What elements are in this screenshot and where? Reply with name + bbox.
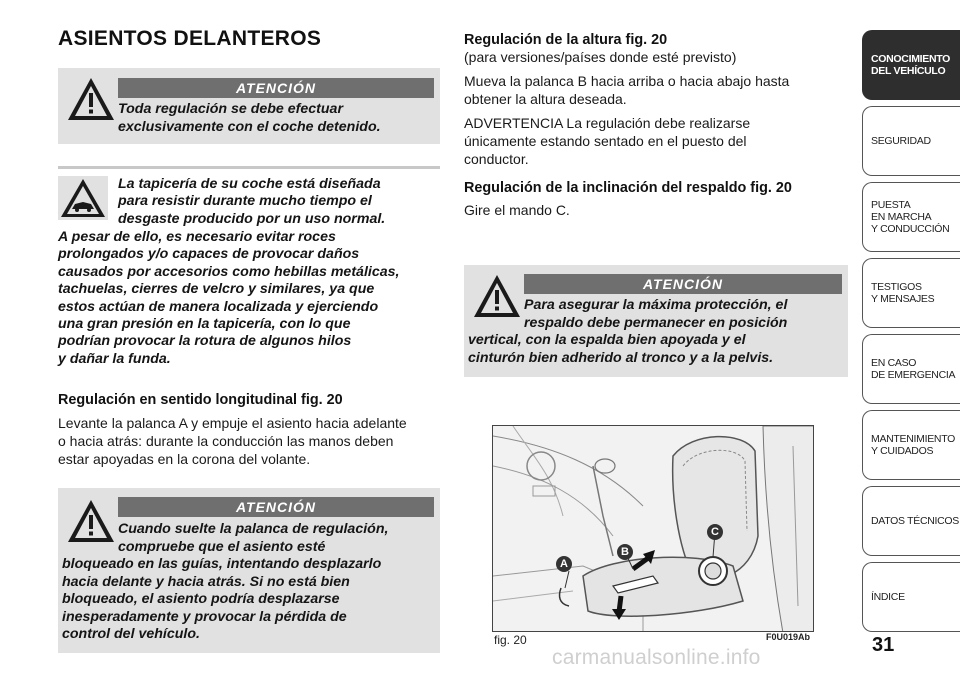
seat-figure xyxy=(492,425,814,632)
warning2-line-1: Cuando suelte la palanca de regulación, xyxy=(118,521,389,537)
warning3-line-4: cinturón bien adherido al tronco y a la pelvis. xyxy=(468,349,774,366)
callout-c: C xyxy=(707,524,723,540)
section-heading-longitudinal: Regulación en sentido longitudinal fig. 20 xyxy=(58,392,343,408)
section-divider xyxy=(58,166,440,169)
seat-illustration xyxy=(493,426,814,632)
note-line-4: A pesar de ello, es necesario evitar roces xyxy=(58,229,336,245)
longitudinal-line-1: Levante la palanca A y empuje el asiento hacia adelante xyxy=(58,415,407,431)
note-line-1: La tapicería de su coche está diseñada xyxy=(118,176,381,192)
page-title: ASIENTOS DELANTEROS xyxy=(58,27,322,50)
page-number: 31 xyxy=(872,634,895,656)
warning-triangle-icon xyxy=(472,273,522,319)
figure-caption: fig. 20 xyxy=(494,633,527,647)
warning2-line-2: compruebe que el asiento esté xyxy=(118,538,326,555)
warning-triangle-icon xyxy=(66,76,116,122)
warning-box-3 xyxy=(464,265,848,377)
tab-seguridad[interactable]: SEGURIDAD xyxy=(862,106,960,176)
warning-label-1: ATENCIÓN xyxy=(118,78,434,98)
warning-box-2 xyxy=(58,488,440,653)
advice-line-1: ADVERTENCIA La regulación debe realizarse xyxy=(464,115,751,131)
note-line-11: y dañar la funda. xyxy=(58,350,171,367)
note-line-10: podrían provocar la rotura de algunos hilos xyxy=(58,333,352,350)
warning2-line-6: inesperadamente y provocar la pérdida de xyxy=(62,608,347,625)
tab-testigos[interactable]: TESTIGOS Y MENSAJES xyxy=(862,258,960,328)
height-line-1: Mueva la palanca B hacia arriba o hacia abajo hasta xyxy=(464,73,790,89)
warning2-line-5: bloqueado, el asiento podría desplazarse xyxy=(62,591,340,607)
tab-datos-tecnicos[interactable]: DATOS TÉCNICOS xyxy=(862,486,960,556)
advice-line-2: únicamente estando sentado en el puesto del xyxy=(464,133,747,149)
note-line-7: tachuelas, cierres de velcro y similares, ya que xyxy=(58,281,375,298)
tab-emergencia[interactable]: EN CASO DE EMERGENCIA xyxy=(862,334,960,404)
warning3-line-2: respaldo debe permanecer en posición xyxy=(524,314,788,331)
warning3-line-3: vertical, con la espalda bien apoyada y el xyxy=(468,332,746,348)
section-heading-height: Regulación de la altura fig. 20 xyxy=(464,32,668,48)
warning-box-1 xyxy=(58,68,440,144)
callout-b: B xyxy=(617,544,633,560)
note-line-6: causados por accesorios como hebillas metálicas, xyxy=(58,263,400,280)
tab-mantenimiento[interactable]: MANTENIMIENTO Y CUIDADOS xyxy=(862,410,960,480)
tab-puesta-en-marcha[interactable]: PUESTA EN MARCHA Y CONDUCCIÓN xyxy=(862,182,960,252)
warning-text-1: Toda regulación se debe efectuar exclusivamente con el coche detenido. xyxy=(118,101,381,135)
car-warning-icon xyxy=(58,176,108,220)
callout-a: A xyxy=(556,556,572,572)
warning-label-3: ATENCIÓN xyxy=(524,274,842,294)
advice-line-3: conductor. xyxy=(464,151,529,167)
note-line-2: para resistir durante mucho tiempo el xyxy=(118,193,372,210)
tab-indice[interactable]: ÍNDICE xyxy=(862,562,960,632)
height-line-2: obtener la altura deseada. xyxy=(464,91,627,107)
section-heading-recline: Regulación de la inclinación del respaldo fig. 20 xyxy=(464,180,792,196)
warning-label-2: ATENCIÓN xyxy=(118,497,434,517)
note-line-3: desgaste producido por un uso normal. xyxy=(118,210,386,227)
warning2-line-7: control del vehículo. xyxy=(62,626,200,642)
watermark: carmanualsonline.info xyxy=(552,646,761,669)
note-line-8: estos actúan de manera localizada y ejerciendo xyxy=(58,298,379,315)
longitudinal-line-2: o hacia atrás: durante la conducción las manos deben xyxy=(58,433,394,449)
warning2-line-3: bloqueado en las guías, intentando desplazarlo xyxy=(62,556,382,572)
tab-conocimiento[interactable]: CONOCIMIENTO DEL VEHÍCULO xyxy=(862,30,960,100)
longitudinal-line-3: estar apoyadas en la corona del volante. xyxy=(58,451,311,467)
warning-triangle-icon xyxy=(66,498,116,544)
note-line-9: una gran presión en la tapicería, con lo que xyxy=(58,316,351,333)
warning3-line-1: Para asegurar la máxima protección, el xyxy=(524,297,788,313)
height-subheading: (para versiones/países donde esté previsto) xyxy=(464,49,737,65)
recline-text: Gire el mando C. xyxy=(464,202,570,218)
note-line-5: prolongados y/o capaces de provocar daños xyxy=(58,246,360,263)
figure-code: F0U019Ab xyxy=(766,632,811,642)
warning2-line-4: hacia delante y hacia atrás. Si no está bien xyxy=(62,573,350,590)
